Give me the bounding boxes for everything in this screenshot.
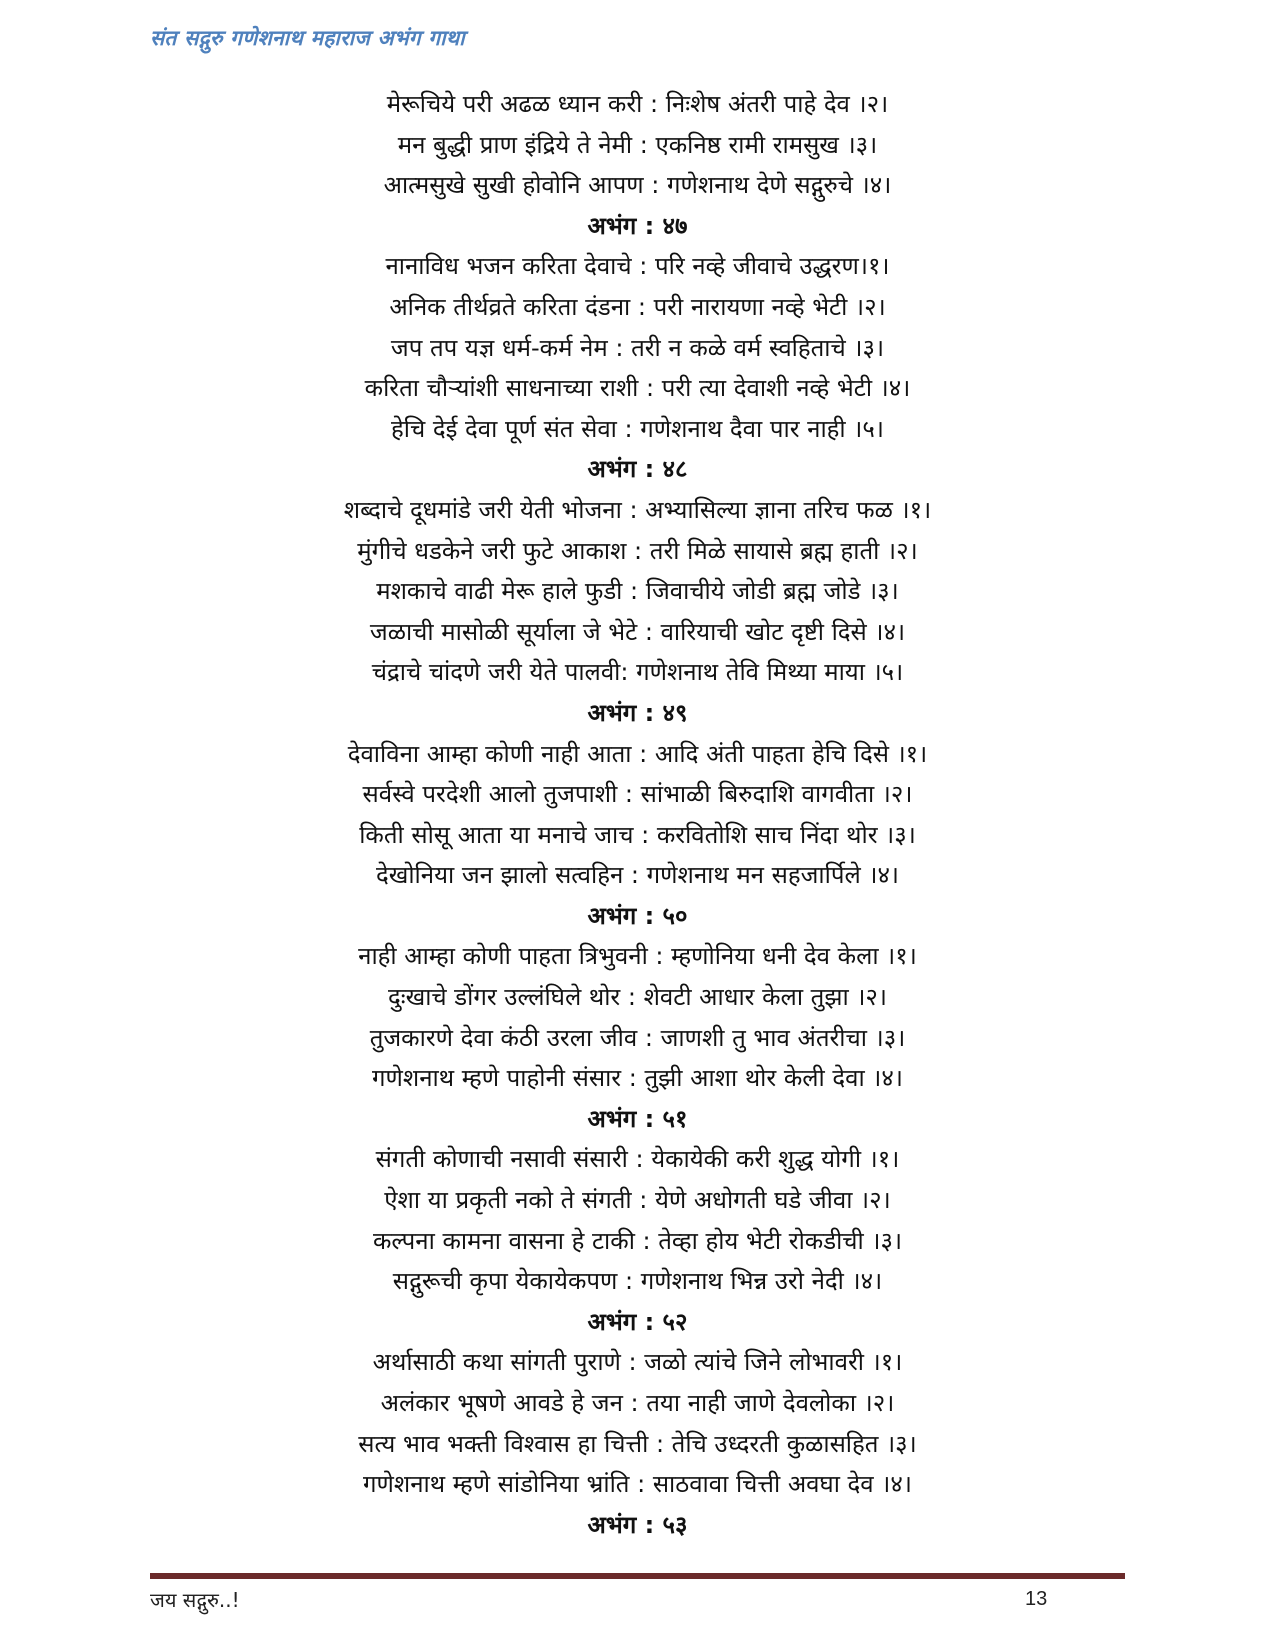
- verse-line: देवाविना आम्हा कोणी नाही आता : आदि अंती पाहता हेचि दिसे ।१।: [347, 739, 928, 768]
- verse-line: जळाची मासोळी सूर्याला जे भेटे : वारियाची खोट दृष्टी दिसे ।४।: [369, 617, 906, 646]
- verse-line: करिता चौऱ्यांशी साधनाच्या राशी : परी त्या देवाशी नव्हे भेटी ।४।: [364, 374, 911, 403]
- verse-line: चंद्राचे चांदणे जरी येते पालवी: गणेशनाथ तेवि मिथ्या माया ।५।: [371, 658, 904, 687]
- verse-line: अलंकार भूषणे आवडे हे जन : तया नाही जाणे देवलोका ।२।: [380, 1389, 895, 1417]
- verse-line: तुजकारणे देवा कंठी उरला जीव : जाणशी तु भाव अंतरीचा ।३।: [369, 1023, 906, 1052]
- verse-line: सर्वस्वे परदेशी आलो तुजपाशी : सांभाळी बिरुदाशि वागवीता ।२।: [362, 780, 913, 809]
- abhang-heading: अभंग : ४७: [587, 211, 688, 240]
- verse-line: मन बुद्धी प्राण इंद्रिये ते नेमी : एकनिष्ठ रामी रामसुख ।३।: [397, 130, 878, 159]
- verse-line: देखोनिया जन झालो सत्वहिन : गणेशनाथ मन सहजार्पिले ।४।: [375, 861, 900, 890]
- verse-line: मेरूचिये परी अढळ ध्यान करी : निःशेष अंतरी पाहे देव ।२।: [386, 90, 889, 118]
- verse-line: सद्गुरूची कृपा येकायेकपण : गणेशनाथ भिन्न उरो नेदी ।४।: [392, 1267, 883, 1296]
- abhang-heading: अभंग : ५०: [587, 901, 688, 930]
- verse-line: दुःखाचे डोंगर उल्लंघिले थोर : शेवटी आधार केला तुझा ।२।: [387, 983, 888, 1012]
- abhang-heading: अभंग : ४९: [587, 698, 688, 727]
- verse-line: गणेशनाथ म्हणे पाहोनी संसार : तुझी आशा थोर केली देवा ।४।: [372, 1064, 903, 1093]
- verse-line: शब्दाचे दूधमांडे जरी येती भोजना : अभ्यासिल्या ज्ञाना तरिच फळ ।१।: [343, 495, 932, 524]
- page-number: 13: [1025, 1588, 1048, 1610]
- verse-line: मुंगीचे धडकेने जरी फुटे आकाश : तरी मिळे सायासे ब्रह्म हाती ।२।: [357, 536, 918, 565]
- verse-line: मशकाचे वाढी मेरू हाले फुडी : जिवाचीये जोडी ब्रह्म जोडे ।३।: [376, 577, 899, 606]
- abhang-heading: अभंग : ४८: [587, 455, 688, 484]
- verse-line: हेचि देई देवा पूर्ण संत सेवा : गणेशनाथ दैवा पार नाही ।५।: [391, 414, 884, 443]
- verse-line: नानाविध भजन करिता देवाचे : परि नव्हे जीवाचे उद्धरण।१।: [385, 252, 890, 281]
- verse-line: अर्थासाठी कथा सांगती पुराणे : जळो त्यांचे जिने लोभावरी ।१।: [372, 1348, 903, 1377]
- verse-line: अनिक तीर्थव्रते करिता दंडना : परी नारायणा नव्हे भेटी ।२।: [389, 292, 886, 321]
- verse-line: सत्य भाव भक्ती विश्वास हा चित्ती : तेचि उध्दरती कुळासहित ।३।: [358, 1429, 917, 1458]
- verse-line: ऐशा या प्रकृती नको ते संगती : येणे अधोगती घडे जीवा ।२।: [384, 1186, 891, 1215]
- abhang-heading: अभंग : ५२: [587, 1307, 688, 1336]
- verse-line: कल्पना कामना वासना हे टाकी : तेव्हा होय भेटी रोकडीची ।३।: [372, 1226, 903, 1255]
- page-header-title: संत सद्गुरु गणेशनाथ महाराज अभंग गाथा: [150, 26, 465, 50]
- footer-divider: [150, 1573, 1125, 1579]
- footer-text: जय सद्गुरु..!: [150, 1588, 240, 1612]
- abhang-text-body: [0, 84, 1275, 1545]
- verse-line: किती सोसू आता या मनाचे जाच : करवितोशि साच निंदा थोर ।३।: [359, 820, 916, 849]
- verse-line: नाही आम्हा कोणी पाहता त्रिभुवनी : म्हणोनिया धनी देव केला ।१।: [358, 942, 917, 971]
- verse-line: संगती कोणाची नसावी संसारी : येकायेकी करी शुद्ध योगी ।१।: [375, 1145, 900, 1174]
- verse-line: आत्मसुखे सुखी होवोनि आपण : गणेशनाथ देणे सद्गुरुचे ।४।: [383, 171, 892, 200]
- verse-line: जप तप यज्ञ धर्म-कर्म नेम : तरी न कळे वर्म स्वहिताचे ।३।: [390, 333, 885, 362]
- abhang-heading: अभंग : ५३: [587, 1510, 688, 1539]
- verse-line: गणेशनाथ म्हणे सांडोनिया भ्रांति : साठवावा चित्ती अवघा देव ।४।: [363, 1470, 912, 1499]
- abhang-heading: अभंग : ५१: [587, 1104, 688, 1133]
